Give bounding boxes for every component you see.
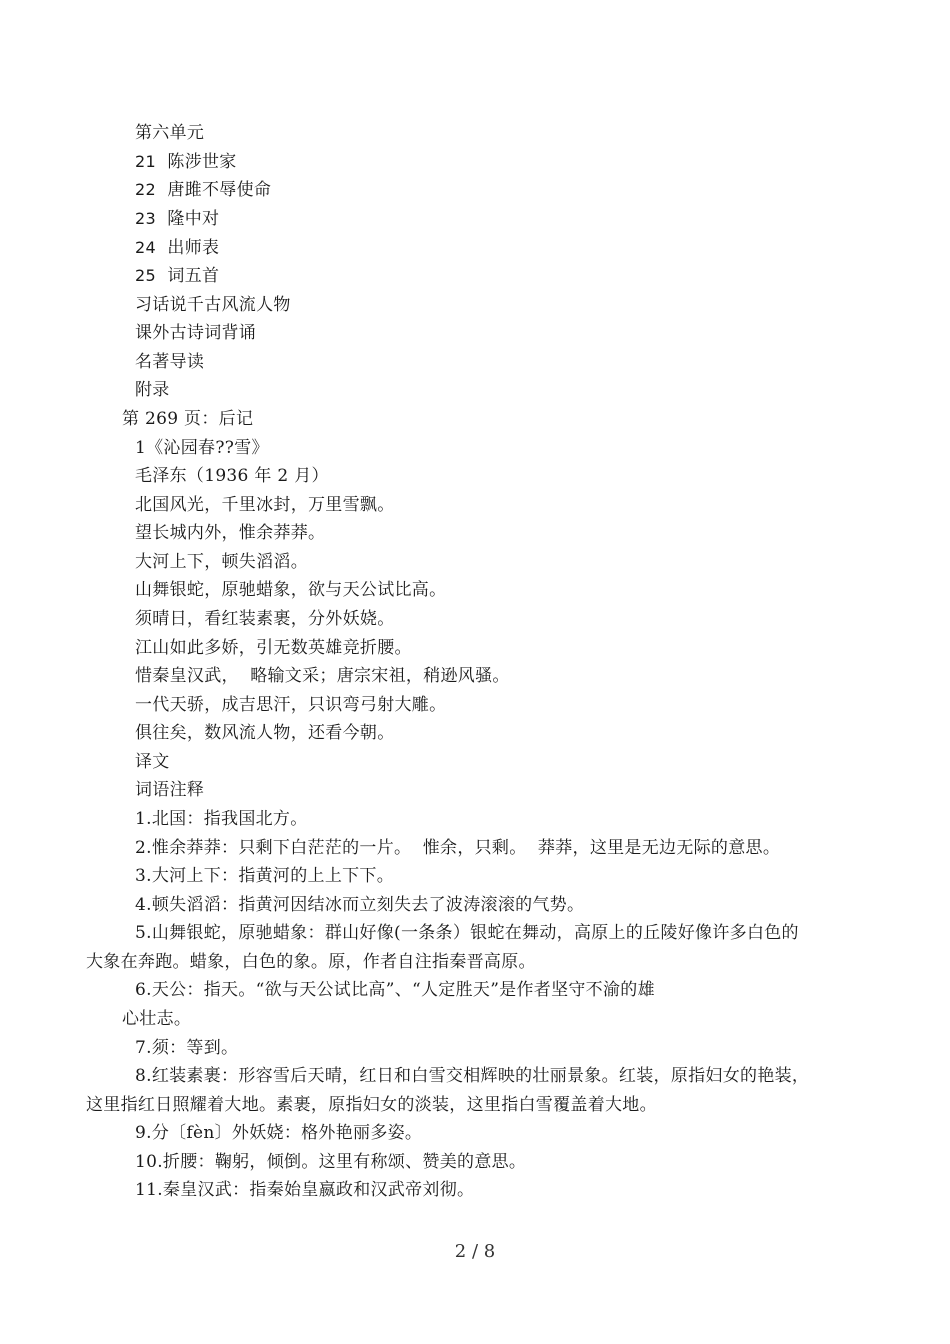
note-item: 2.惟余莽莽：只剩下白茫茫的一片。 惟余，只剩。 莽莽，这里是无边无际的意思。	[135, 838, 781, 858]
note-item: 9.分〔fèn〕外妖娆：格外艳丽多姿。	[135, 1123, 423, 1143]
poem-author: 毛泽东（1936 年 2 月）	[135, 466, 329, 486]
poem-title: 1《沁园春??雪》	[135, 438, 269, 458]
note-item: 11.秦皇汉武：指秦始皇嬴政和汉武帝刘彻。	[135, 1180, 475, 1200]
note-item: 1.北国：指我国北方。	[135, 809, 308, 829]
poem-line: 山舞银蛇，原驰蜡象，欲与天公试比高。	[135, 580, 447, 600]
notes-heading: 词语注释	[135, 780, 205, 800]
toc-item: 附录	[135, 380, 170, 400]
poem-line: 惜秦皇汉武， 略输文采；唐宗宋祖，稍逊风骚。	[135, 666, 510, 686]
toc-item: 25 词五首	[135, 266, 220, 286]
toc-item: 习话说千古风流人物	[135, 295, 291, 315]
poem-line: 北国风光，千里冰封，万里雪飘。	[135, 495, 395, 515]
note-item: 10.折腰：鞠躬，倾倒。这里有称颂、赞美的意思。	[135, 1152, 527, 1172]
note-item: 8.红装素裹：形容雪后天晴，红日和白雪交相辉映的壮丽景象。红装，原指妇女的艳装，	[135, 1066, 810, 1086]
poem-line: 一代天骄，成吉思汗，只识弯弓射大雕。	[135, 695, 447, 715]
note-item: 6.天公：指天。“欲与天公试比高”、“人定胜天”是作者坚守不渝的雄	[135, 980, 655, 1000]
toc-item: 22 唐雎不辱使命	[135, 180, 272, 200]
note-item: 4.顿失滔滔：指黄河因结冰而立刻失去了波涛滚滚的气势。	[135, 895, 585, 915]
toc-item: 24 出师表	[135, 238, 220, 258]
toc-item: 21 陈涉世家	[135, 152, 237, 172]
page-number: 2 / 8	[454, 1241, 496, 1262]
afterword-line: 第 269 页：后记	[122, 409, 254, 429]
poem-line: 须晴日，看红装素裹，分外妖娆。	[135, 609, 395, 629]
toc-item: 课外古诗词背诵	[135, 323, 257, 343]
poem-line: 江山如此多娇，引无数英雄竞折腰。	[135, 638, 412, 658]
note-item: 3.大河上下：指黄河的上上下下。	[135, 866, 395, 886]
poem-line: 望长城内外，惟余莽莽。	[135, 523, 326, 543]
poem-line: 大河上下，顿失滔滔。	[135, 552, 308, 572]
toc-item: 名著导读	[135, 352, 205, 372]
translation-heading: 译文	[135, 752, 170, 772]
poem-line: 俱往矣，数风流人物，还看今朝。	[135, 723, 395, 743]
toc-item: 23 隆中对	[135, 209, 220, 229]
note-item-continuation: 心壮志。	[122, 1009, 192, 1029]
toc-unit-heading: 第六单元	[135, 123, 205, 143]
note-item-continuation: 大象在奔跑。蜡象，白色的象。原，作者自注指秦晋高原。	[86, 952, 536, 972]
note-item: 7.须：等到。	[135, 1038, 239, 1058]
note-item: 5.山舞银蛇，原驰蜡象：群山好像(一条条）银蛇在舞动，高原上的丘陵好像许多白色的	[135, 923, 799, 943]
note-item-continuation: 这里指红日照耀着大地。素裹，原指妇女的淡装，这里指白雪覆盖着大地。	[86, 1095, 657, 1115]
